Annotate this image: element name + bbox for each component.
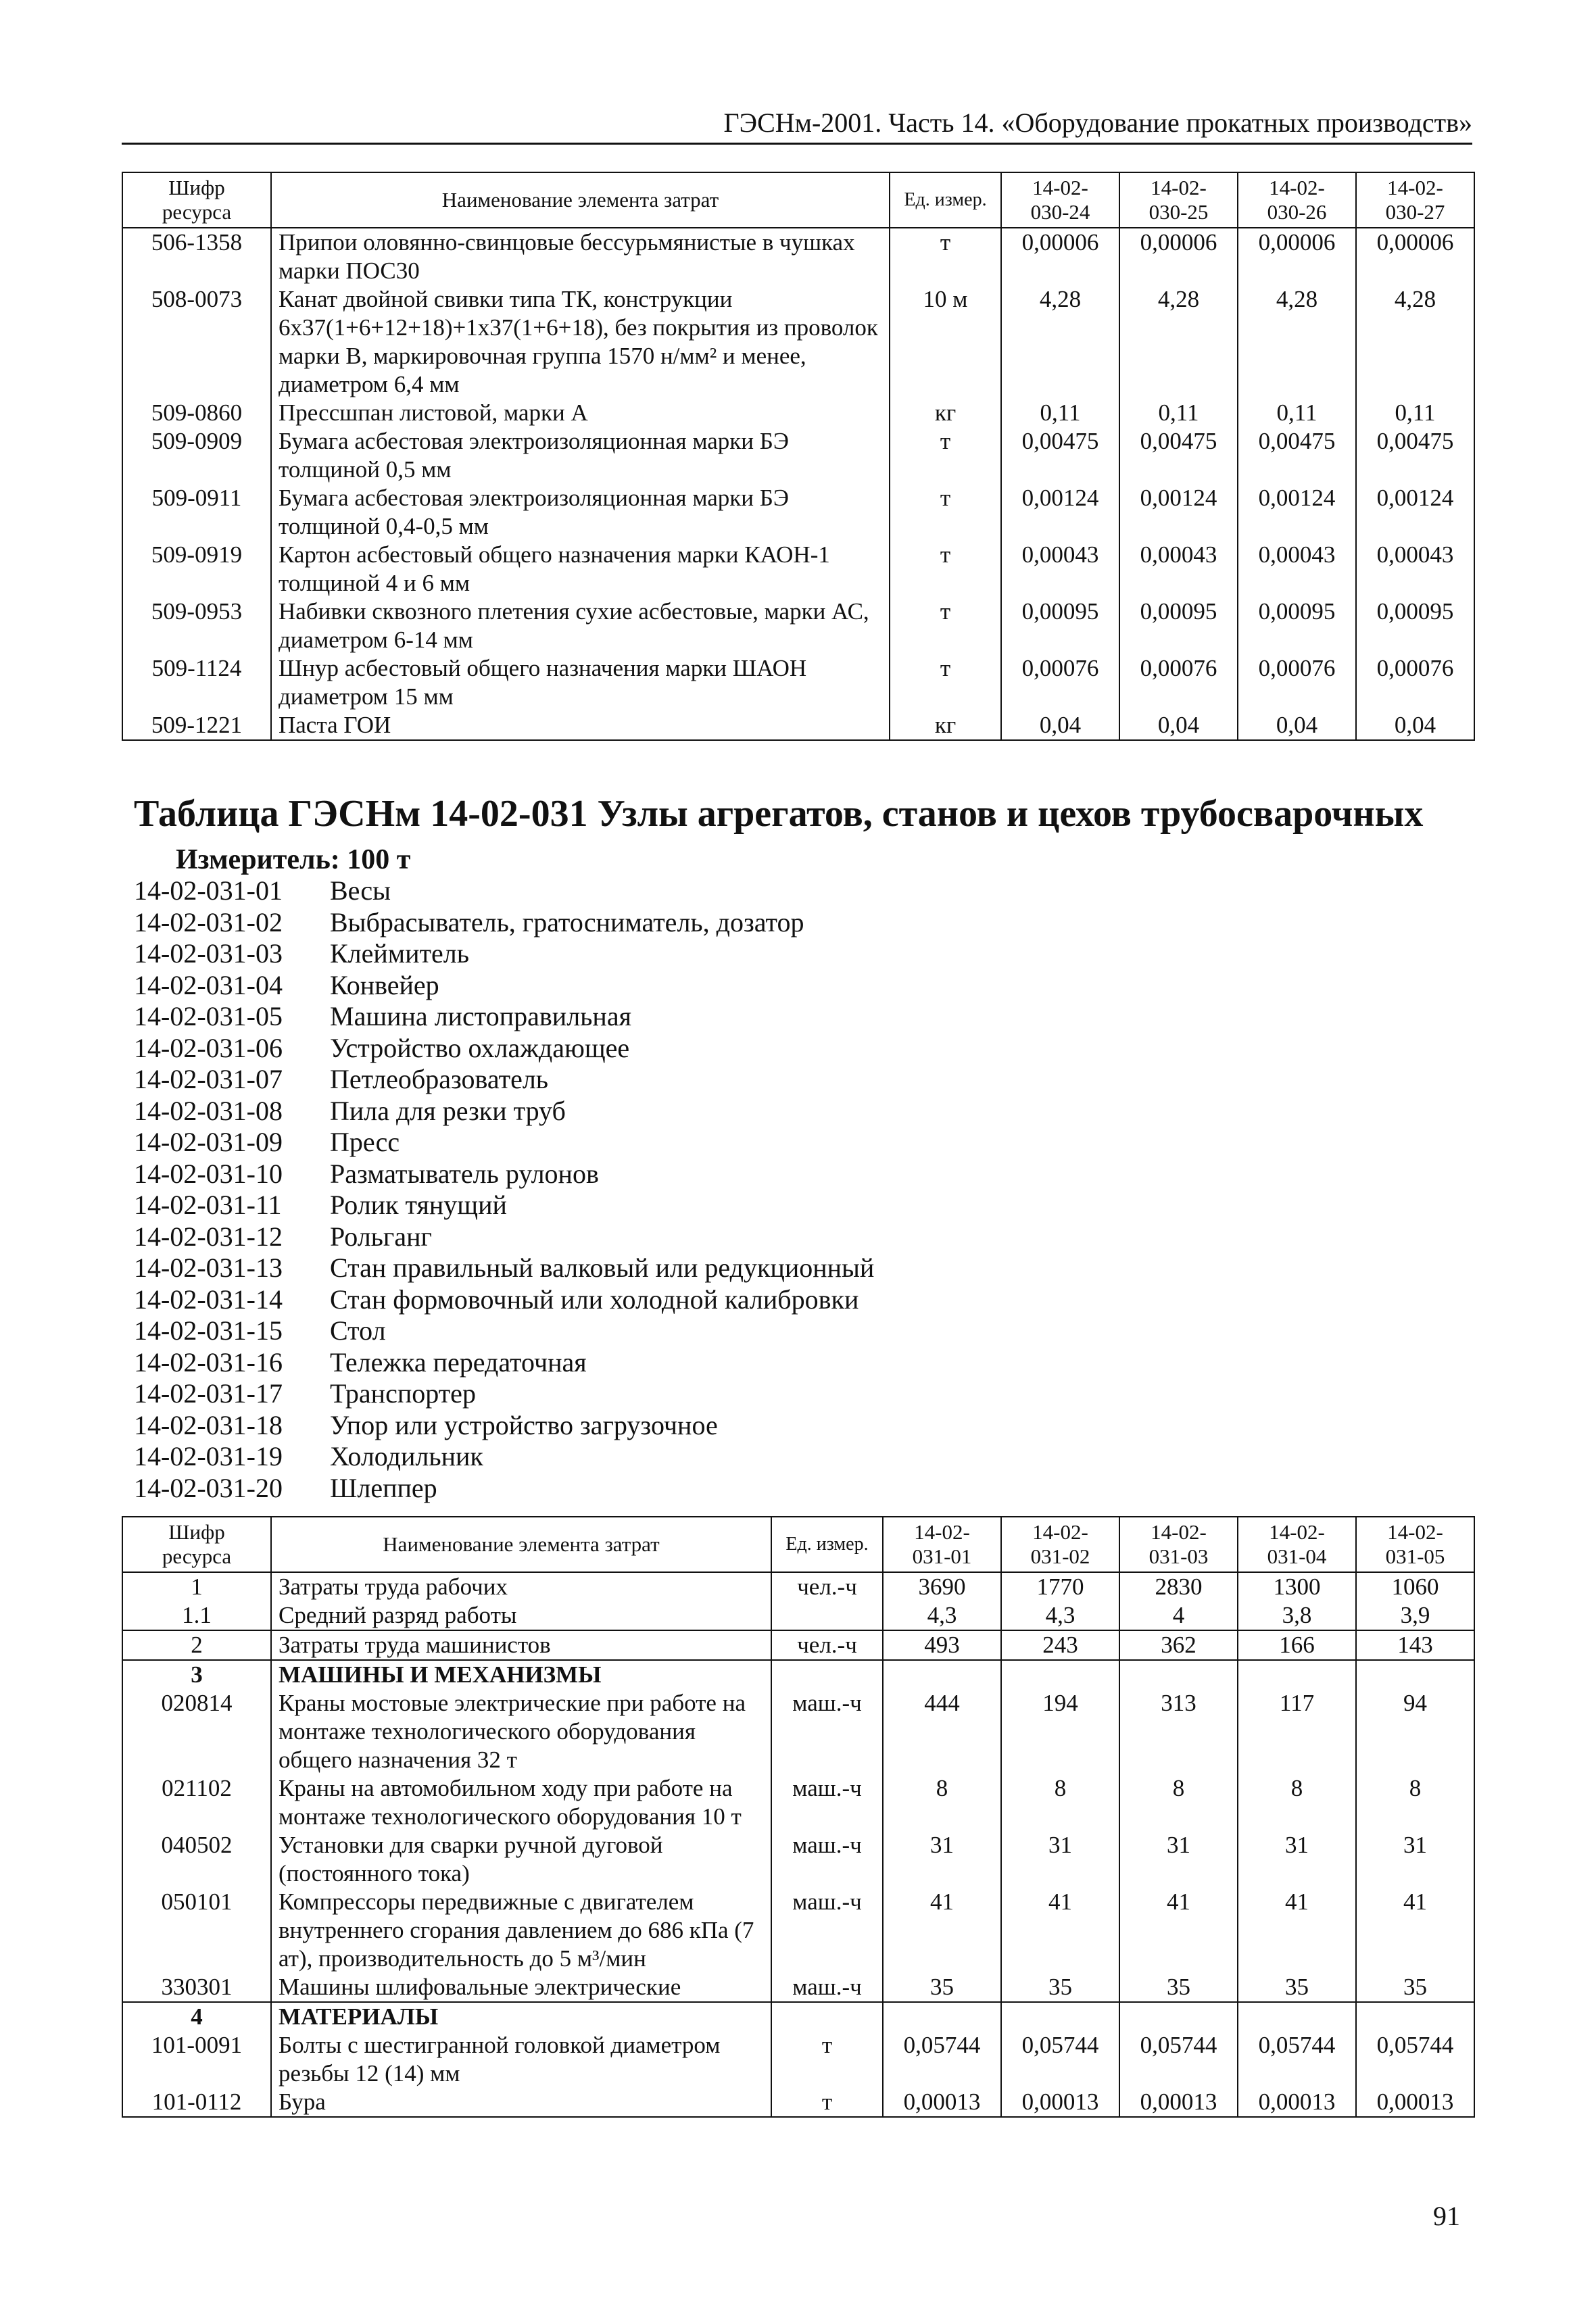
- table-row: [122, 1630, 1474, 1660]
- value-cell: 41: [1356, 1888, 1474, 1973]
- resource-table-030: [122, 172, 1475, 741]
- item-code: 14-02-031-14: [134, 1284, 283, 1315]
- value-cell: 493: [883, 1630, 1001, 1660]
- value-cell: [1238, 1660, 1356, 1689]
- resource-code: 330301: [122, 1973, 271, 2002]
- value-cell: 117: [1238, 1689, 1356, 1774]
- value-cell: 3690: [883, 1572, 1001, 1601]
- value-cell: 0,00475: [1119, 427, 1238, 484]
- item-name: Машина листоправильная: [330, 1001, 631, 1031]
- resource-name: Установки для сварки ручной дуговой (постоянного тока): [271, 1831, 771, 1888]
- value-cell: 4,28: [1001, 285, 1119, 399]
- list-item: [134, 1190, 874, 1221]
- list-item: [134, 1315, 874, 1347]
- resource-name: Болты с шестигранной головкой диаметром резьбы 12 (14) мм: [271, 2031, 771, 2088]
- unit-cell: т: [890, 598, 1001, 654]
- resource-code: 509-1221: [122, 711, 271, 740]
- value-cell: 31: [1001, 1831, 1119, 1888]
- unit-cell: чел.-ч: [771, 1630, 883, 1660]
- value-cell: 0,00124: [1356, 484, 1474, 541]
- value-cell: 0,00043: [1119, 541, 1238, 598]
- list-item: [134, 1221, 874, 1253]
- resource-name: Бумага асбестовая электроизоляционная марки БЭ толщиной 0,5 мм: [271, 427, 890, 484]
- list-item: [134, 1473, 874, 1505]
- item-name: Пила для резки труб: [330, 1095, 566, 1126]
- unit-cell: т: [771, 2031, 883, 2088]
- value-cell: 0,00475: [1356, 427, 1474, 484]
- col-header-unit: Ед. измер.: [890, 172, 1001, 228]
- resource-code: 1: [122, 1572, 271, 1601]
- value-cell: 0,00124: [1001, 484, 1119, 541]
- item-code: 14-02-031-07: [134, 1064, 283, 1094]
- value-cell: 35: [883, 1973, 1001, 2002]
- value-cell: 35: [1001, 1973, 1119, 2002]
- item-code: 14-02-031-02: [134, 906, 283, 937]
- value-cell: 0,05744: [883, 2031, 1001, 2088]
- item-name: Выбрасыватель, гратосниматель, дозатор: [330, 906, 804, 937]
- item-code: 14-02-031-20: [134, 1472, 283, 1503]
- value-cell: 0,05744: [1238, 2031, 1356, 2088]
- item-code: 14-02-031-15: [134, 1315, 283, 1346]
- table-row: [122, 654, 1474, 711]
- value-cell: 313: [1119, 1689, 1238, 1774]
- resource-name: Бумага асбестовая электроизоляционная марки БЭ толщиной 0,4-0,5 мм: [271, 484, 890, 541]
- table-title: Таблица ГЭСНм 14-02-031 Узлы агрегатов, станов и цехов трубосварочных: [134, 793, 1424, 835]
- value-cell: 0,00076: [1238, 654, 1356, 711]
- resource-name: Прессшпан листовой, марки А: [271, 399, 890, 427]
- item-code: 14-02-031-04: [134, 969, 283, 1000]
- resource-name: Компрессоры передвижные с двигателем внутреннего сгорания давлением до 686 кПа (7 ат), производительность до 5 м³/мин: [271, 1888, 771, 1973]
- list-item: [134, 1001, 874, 1033]
- table-row: [122, 1831, 1474, 1888]
- resource-name: МАШИНЫ И МЕХАНИЗМЫ: [271, 1660, 771, 1689]
- value-cell: 4,28: [1238, 285, 1356, 399]
- item-name: Пресс: [330, 1127, 400, 1157]
- value-cell: 0,11: [1356, 399, 1474, 427]
- value-cell: 31: [1119, 1831, 1238, 1888]
- page-number: 91: [1433, 2201, 1460, 2231]
- value-cell: [883, 1660, 1001, 1689]
- value-cell: 444: [883, 1689, 1001, 1774]
- item-name: Холодильник: [330, 1441, 483, 1471]
- value-cell: 8: [1238, 1774, 1356, 1831]
- value-cell: [1119, 2002, 1238, 2031]
- item-name: Конвейер: [330, 969, 439, 1000]
- resource-name: МАТЕРИАЛЫ: [271, 2002, 771, 2031]
- unit-cell: маш.-ч: [771, 1973, 883, 2002]
- value-cell: 0,00095: [1119, 598, 1238, 654]
- value-cell: 0,05744: [1001, 2031, 1119, 2088]
- item-name: Разматыватель рулонов: [330, 1158, 599, 1189]
- unit-cell: маш.-ч: [771, 1831, 883, 1888]
- col-header-030-26: 14-02- 030-26: [1238, 172, 1356, 228]
- value-cell: 8: [1119, 1774, 1238, 1831]
- unit-cell: т: [771, 2088, 883, 2117]
- resource-code: 020814: [122, 1689, 271, 1774]
- table-row: [122, 1774, 1474, 1831]
- resource-name: Бура: [271, 2088, 771, 2117]
- col-header-code: Шифр ресурса: [122, 1517, 271, 1572]
- table-row: [122, 711, 1474, 740]
- value-cell: 0,00013: [883, 2088, 1001, 2117]
- table-row: [122, 1973, 1474, 2002]
- value-cell: 41: [1238, 1888, 1356, 1973]
- value-cell: [1238, 2002, 1356, 2031]
- value-cell: 3,9: [1356, 1601, 1474, 1630]
- item-code: 14-02-031-12: [134, 1221, 283, 1252]
- value-cell: [1119, 1660, 1238, 1689]
- value-cell: 0,00043: [1356, 541, 1474, 598]
- resource-code: 506-1358: [122, 228, 271, 285]
- item-name: Шлеппер: [330, 1472, 437, 1503]
- item-code: 14-02-031-13: [134, 1252, 283, 1283]
- resource-name: Припои оловянно-свинцовые бессурьмянистые в чушках марки ПОС30: [271, 228, 890, 285]
- resource-name: Средний разряд работы: [271, 1601, 771, 1630]
- list-item: [134, 875, 874, 907]
- item-code: 14-02-031-05: [134, 1001, 283, 1031]
- table-row: [122, 1601, 1474, 1630]
- resource-code: 509-0911: [122, 484, 271, 541]
- resource-code: 509-0953: [122, 598, 271, 654]
- value-cell: 0,00013: [1001, 2088, 1119, 2117]
- value-cell: 35: [1119, 1973, 1238, 2002]
- value-cell: 0,05744: [1356, 2031, 1474, 2088]
- item-name: Транспортер: [330, 1378, 476, 1409]
- value-cell: 166: [1238, 1630, 1356, 1660]
- value-cell: 4,28: [1119, 285, 1238, 399]
- list-item: [134, 1284, 874, 1316]
- table-row: [122, 598, 1474, 654]
- value-cell: 0,11: [1238, 399, 1356, 427]
- item-code: 14-02-031-01: [134, 875, 283, 906]
- table-row: [122, 427, 1474, 484]
- col-header-name: Наименование элемента затрат: [271, 1517, 771, 1572]
- list-item: [134, 1378, 874, 1410]
- value-cell: 41: [883, 1888, 1001, 1973]
- table-row: [122, 484, 1474, 541]
- col-header-031-02: 14-02- 031-02: [1001, 1517, 1119, 1572]
- value-cell: 31: [883, 1831, 1001, 1888]
- value-cell: 0,00013: [1238, 2088, 1356, 2117]
- value-cell: 0,00076: [1356, 654, 1474, 711]
- resource-table-031: [122, 1516, 1475, 2118]
- value-cell: [1001, 2002, 1119, 2031]
- value-cell: 4,3: [883, 1601, 1001, 1630]
- unit-cell: кг: [890, 711, 1001, 740]
- unit-cell: т: [890, 228, 1001, 285]
- col-header-031-01: 14-02- 031-01: [883, 1517, 1001, 1572]
- resource-name: Краны мостовые электрические при работе на монтаже технологического оборудования общего назначения 32 т: [271, 1689, 771, 1774]
- value-cell: 31: [1238, 1831, 1356, 1888]
- section-row: [122, 1660, 1474, 1689]
- value-cell: 0,00013: [1119, 2088, 1238, 2117]
- table-row: [122, 2088, 1474, 2117]
- resource-name: Машины шлифовальные электрические: [271, 1973, 771, 2002]
- value-cell: 0,00013: [1356, 2088, 1474, 2117]
- value-cell: 0,00006: [1001, 228, 1119, 285]
- item-name: Упор или устройство загрузочное: [330, 1409, 718, 1440]
- item-code: 14-02-031-11: [134, 1190, 282, 1220]
- value-cell: 0,00124: [1119, 484, 1238, 541]
- unit-cell: т: [890, 654, 1001, 711]
- list-item: [134, 1410, 874, 1442]
- item-name: Стан формовочный или холодной калибровки: [330, 1284, 859, 1315]
- unit-cell: кг: [890, 399, 1001, 427]
- value-cell: [1356, 1660, 1474, 1689]
- list-item: [134, 1347, 874, 1379]
- resource-code: 040502: [122, 1831, 271, 1888]
- value-cell: [883, 2002, 1001, 2031]
- value-cell: 4,3: [1001, 1601, 1119, 1630]
- value-cell: 2830: [1119, 1572, 1238, 1601]
- list-item: [134, 1252, 874, 1284]
- col-header-031-05: 14-02- 031-05: [1356, 1517, 1474, 1572]
- list-item: [134, 1159, 874, 1190]
- resource-code: 3: [122, 1660, 271, 1689]
- item-name: Ролик тянущий: [330, 1190, 507, 1220]
- item-code: 14-02-031-03: [134, 938, 283, 969]
- resource-name: Краны на автомобильном ходу при работе на монтаже технологического оборудования 10 т: [271, 1774, 771, 1831]
- value-cell: 143: [1356, 1630, 1474, 1660]
- item-code: 14-02-031-19: [134, 1441, 283, 1471]
- value-cell: 31: [1356, 1831, 1474, 1888]
- value-cell: 41: [1001, 1888, 1119, 1973]
- value-cell: 0,00095: [1001, 598, 1119, 654]
- value-cell: 0,00095: [1356, 598, 1474, 654]
- unit-cell: т: [890, 541, 1001, 598]
- table-row: [122, 541, 1474, 598]
- section-row: [122, 2002, 1474, 2031]
- item-code: 14-02-031-09: [134, 1127, 283, 1157]
- item-list: [134, 875, 874, 1504]
- col-header-031-03: 14-02- 031-03: [1119, 1517, 1238, 1572]
- table-row: [122, 285, 1474, 399]
- resource-code: 509-0919: [122, 541, 271, 598]
- resource-name: Канат двойной свивки типа ТК, конструкции 6х37(1+6+12+18)+1х37(1+6+18), без покрытия из проволок марки В, маркировочная группа 1570 н/мм² и менее, диаметром 6,4 мм: [271, 285, 890, 399]
- list-item: [134, 1064, 874, 1096]
- value-cell: 243: [1001, 1630, 1119, 1660]
- unit-cell: маш.-ч: [771, 1774, 883, 1831]
- value-cell: 0,00076: [1119, 654, 1238, 711]
- item-name: Петлеобразователь: [330, 1064, 549, 1094]
- item-name: Рольганг: [330, 1221, 432, 1252]
- value-cell: 41: [1119, 1888, 1238, 1973]
- value-cell: 0,00006: [1119, 228, 1238, 285]
- value-cell: 0,05744: [1119, 2031, 1238, 2088]
- resource-code: 509-0909: [122, 427, 271, 484]
- value-cell: [1001, 1660, 1119, 1689]
- resource-code: 509-1124: [122, 654, 271, 711]
- value-cell: 4: [1119, 1601, 1238, 1630]
- item-code: 14-02-031-17: [134, 1378, 283, 1409]
- resource-code: 101-0091: [122, 2031, 271, 2088]
- resource-name: Паста ГОИ: [271, 711, 890, 740]
- value-cell: 35: [1356, 1973, 1474, 2002]
- col-header-unit: Ед. измер.: [771, 1517, 883, 1572]
- unit-cell: т: [890, 484, 1001, 541]
- value-cell: 362: [1119, 1630, 1238, 1660]
- item-code: 14-02-031-16: [134, 1346, 283, 1378]
- resource-code: 509-0860: [122, 399, 271, 427]
- value-cell: 8: [1356, 1774, 1474, 1831]
- value-cell: [1356, 2002, 1474, 2031]
- list-item: [134, 1096, 874, 1127]
- item-name: Клеймитель: [330, 938, 469, 969]
- table-row: [122, 1689, 1474, 1774]
- list-item: [134, 938, 874, 970]
- value-cell: 8: [1001, 1774, 1119, 1831]
- resource-name: Набивки сквозного плетения сухие асбестовые, марки АС, диаметром 6-14 мм: [271, 598, 890, 654]
- measure-unit: Измеритель: 100 т: [176, 844, 411, 875]
- value-cell: 0,00006: [1238, 228, 1356, 285]
- list-item: [134, 1033, 874, 1065]
- col-header-030-27: 14-02- 030-27: [1356, 172, 1474, 228]
- value-cell: 0,00124: [1238, 484, 1356, 541]
- list-item: [134, 1127, 874, 1159]
- item-name: Стан правильный валковый или редукционный: [330, 1252, 875, 1283]
- resource-code: 101-0112: [122, 2088, 271, 2117]
- resource-code: 4: [122, 2002, 271, 2031]
- item-name: Стол: [330, 1315, 386, 1346]
- value-cell: 0,00006: [1356, 228, 1474, 285]
- item-code: 14-02-031-10: [134, 1158, 283, 1189]
- item-name: Весы: [330, 875, 391, 906]
- value-cell: 0,00475: [1238, 427, 1356, 484]
- unit-cell: маш.-ч: [771, 1888, 883, 1973]
- unit-cell: 10 м: [890, 285, 1001, 399]
- value-cell: 1300: [1238, 1572, 1356, 1601]
- resource-code: 508-0073: [122, 285, 271, 399]
- col-header-031-04: 14-02- 031-04: [1238, 1517, 1356, 1572]
- unit-cell: т: [890, 427, 1001, 484]
- col-header-code: Шифр ресурса: [122, 172, 271, 228]
- page-header: ГЭСНм-2001. Часть 14. «Оборудование прокатных производств»: [122, 107, 1472, 145]
- resource-name: Затраты труда рабочих: [271, 1572, 771, 1601]
- value-cell: 0,00043: [1001, 541, 1119, 598]
- value-cell: 0,00475: [1001, 427, 1119, 484]
- table-row: [122, 1572, 1474, 1601]
- value-cell: 0,11: [1119, 399, 1238, 427]
- resource-name: Картон асбестовый общего назначения марки КАОН-1 толщиной 4 и 6 мм: [271, 541, 890, 598]
- list-item: [134, 1441, 874, 1473]
- value-cell: 35: [1238, 1973, 1356, 2002]
- unit-cell: маш.-ч: [771, 1689, 883, 1774]
- col-header-030-25: 14-02- 030-25: [1119, 172, 1238, 228]
- value-cell: 1770: [1001, 1572, 1119, 1601]
- item-name: Тележка передаточная: [330, 1346, 587, 1378]
- list-item: [134, 970, 874, 1002]
- value-cell: 3,8: [1238, 1601, 1356, 1630]
- resource-code: 021102: [122, 1774, 271, 1831]
- unit-cell: [771, 1601, 883, 1630]
- value-cell: 0,11: [1001, 399, 1119, 427]
- resource-code: 050101: [122, 1888, 271, 1973]
- list-item: [134, 907, 874, 939]
- value-cell: 8: [883, 1774, 1001, 1831]
- resource-name: Затраты труда машинистов: [271, 1630, 771, 1660]
- value-cell: 0,00043: [1238, 541, 1356, 598]
- value-cell: 0,00076: [1001, 654, 1119, 711]
- table-row: [122, 2031, 1474, 2088]
- value-cell: 0,04: [1119, 711, 1238, 740]
- table-row: [122, 399, 1474, 427]
- value-cell: 94: [1356, 1689, 1474, 1774]
- value-cell: 4,28: [1356, 285, 1474, 399]
- unit-cell: [771, 2002, 883, 2031]
- resource-name: Шнур асбестовый общего назначения марки ШАОН диаметром 15 мм: [271, 654, 890, 711]
- item-code: 14-02-031-06: [134, 1032, 283, 1063]
- value-cell: 0,00095: [1238, 598, 1356, 654]
- table-row: [122, 228, 1474, 285]
- value-cell: 0,04: [1356, 711, 1474, 740]
- col-header-name: Наименование элемента затрат: [271, 172, 890, 228]
- item-code: 14-02-031-18: [134, 1409, 283, 1440]
- unit-cell: чел.-ч: [771, 1572, 883, 1601]
- resource-code: 2: [122, 1630, 271, 1660]
- resource-code: 1.1: [122, 1601, 271, 1630]
- value-cell: 0,04: [1238, 711, 1356, 740]
- item-code: 14-02-031-08: [134, 1095, 283, 1126]
- table-row: [122, 1888, 1474, 1973]
- col-header-030-24: 14-02- 030-24: [1001, 172, 1119, 228]
- item-name: Устройство охлаждающее: [330, 1032, 630, 1063]
- value-cell: 1060: [1356, 1572, 1474, 1601]
- unit-cell: [771, 1660, 883, 1689]
- value-cell: 194: [1001, 1689, 1119, 1774]
- value-cell: 0,04: [1001, 711, 1119, 740]
